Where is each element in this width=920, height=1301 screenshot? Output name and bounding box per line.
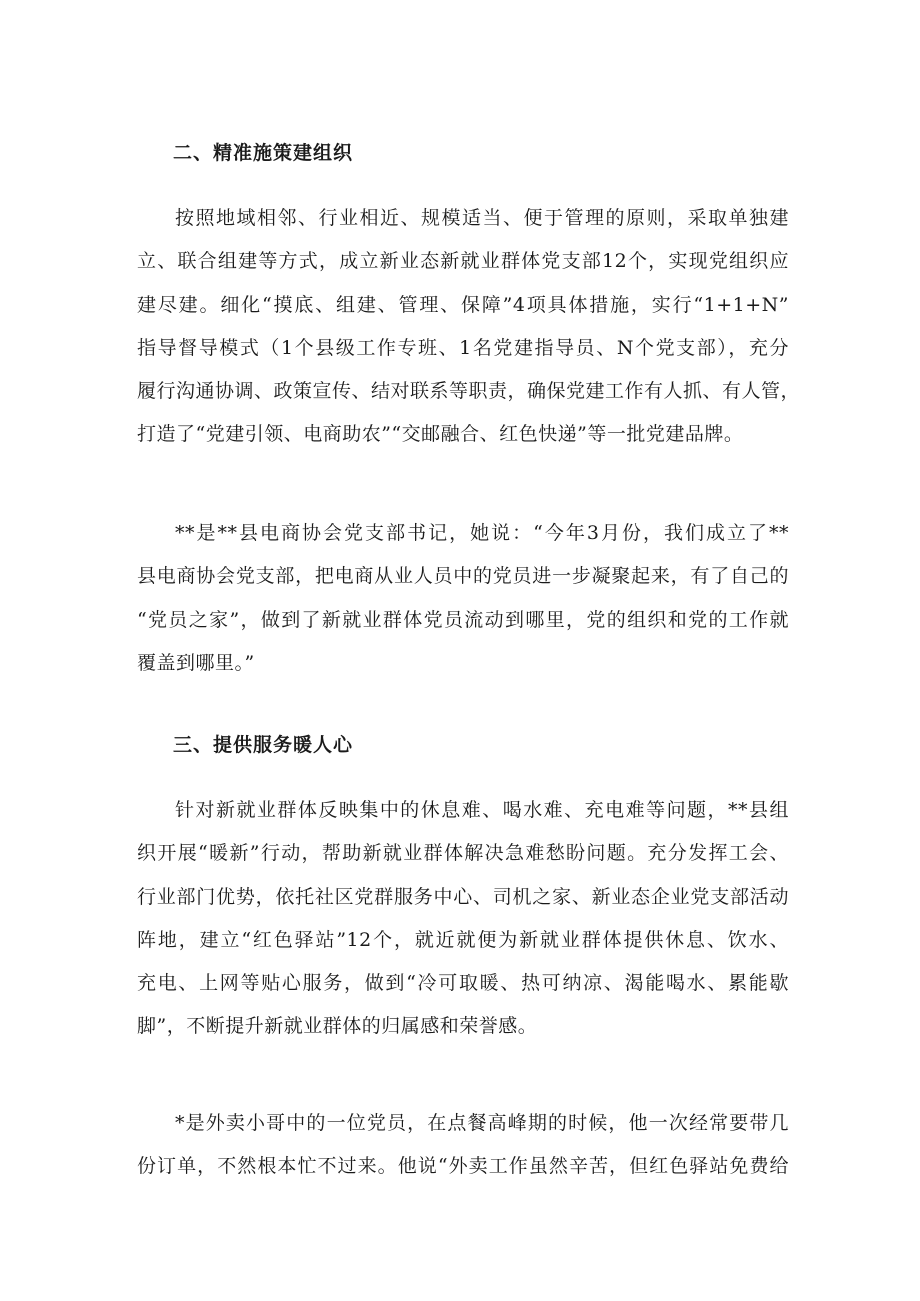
paragraph-line: 履行沟通协调、政策宣传、结对联系等职责，确保党建工作有人抓、有人管， xyxy=(137,380,801,403)
paragraph-line: *是外卖小哥中的一位党员，在点餐高峰期的时候，他一次经常要带几 xyxy=(175,1112,789,1134)
section-3-paragraph-2 xyxy=(137,1102,789,1189)
paragraph-line: **是**县电商协会党支部书记，她说：“今年3月份，我们成立了** xyxy=(175,522,789,544)
section-3-heading: 三、提供服务暖人心 xyxy=(173,734,354,756)
paragraph-line: 织开展“暖新”行动，帮助新就业群体解决急难愁盼问题。充分发挥工会、 xyxy=(137,842,789,865)
paragraph-line: 针对新就业群体反映集中的休息难、喝水难、充电难等问题，**县组 xyxy=(175,799,789,821)
paragraph-line: 阵地，建立“红色驿站”12个，就近就便为新就业群体提供休息、饮水、 xyxy=(137,928,789,951)
paragraph-line: 充电、上网等贴心服务，做到“冷可取暖、热可纳凉、渴能喝水、累能歇 xyxy=(137,972,789,995)
paragraph-line: 县电商协会党支部，把电商从业人员中的党员进一步凝聚起来，有了自己的 xyxy=(137,565,789,588)
paragraph-line: “党员之家”，做到了新就业群体党员流动到哪里，党的组织和党的工作就 xyxy=(137,608,789,631)
paragraph-line: 建尽建。细化“摸底、组建、管理、保障”4项具体措施，实行“1+1+N” xyxy=(137,293,789,316)
paragraph-line: 份订单，不然根本忙不过来。他说“外卖工作虽然辛苦，但红色驿站免费给 xyxy=(137,1155,789,1178)
paragraph-line: 覆盖到哪里。” xyxy=(137,651,255,674)
paragraph-line: 指导督导模式（1个县级工作专班、1名党建指导员、N个党支部），充分 xyxy=(137,336,789,359)
paragraph-line: 脚”，不断提升新就业群体的归属感和荣誉感。 xyxy=(137,1015,538,1038)
paragraph-line: 立、联合组建等方式，成立新业态新就业群体党支部12个，实现党组织应 xyxy=(137,250,789,273)
section-2-paragraph-1 xyxy=(137,197,801,457)
paragraph-line: 按照地域相邻、行业相近、规模适当、便于管理的原则，采取单独建 xyxy=(175,207,789,229)
paragraph-line: 行业部门优势，依托社区党群服务中心、司机之家、新业态企业党支部活动 xyxy=(137,885,789,908)
section-3-paragraph-1 xyxy=(137,789,789,1049)
paragraph-line: 打造了“党建引领、电商助农”“交邮融合、红色快递”等一批党建品牌。 xyxy=(137,423,744,446)
section-2-heading: 二、精准施策建组织 xyxy=(173,142,354,164)
section-2-paragraph-2 xyxy=(137,512,789,685)
